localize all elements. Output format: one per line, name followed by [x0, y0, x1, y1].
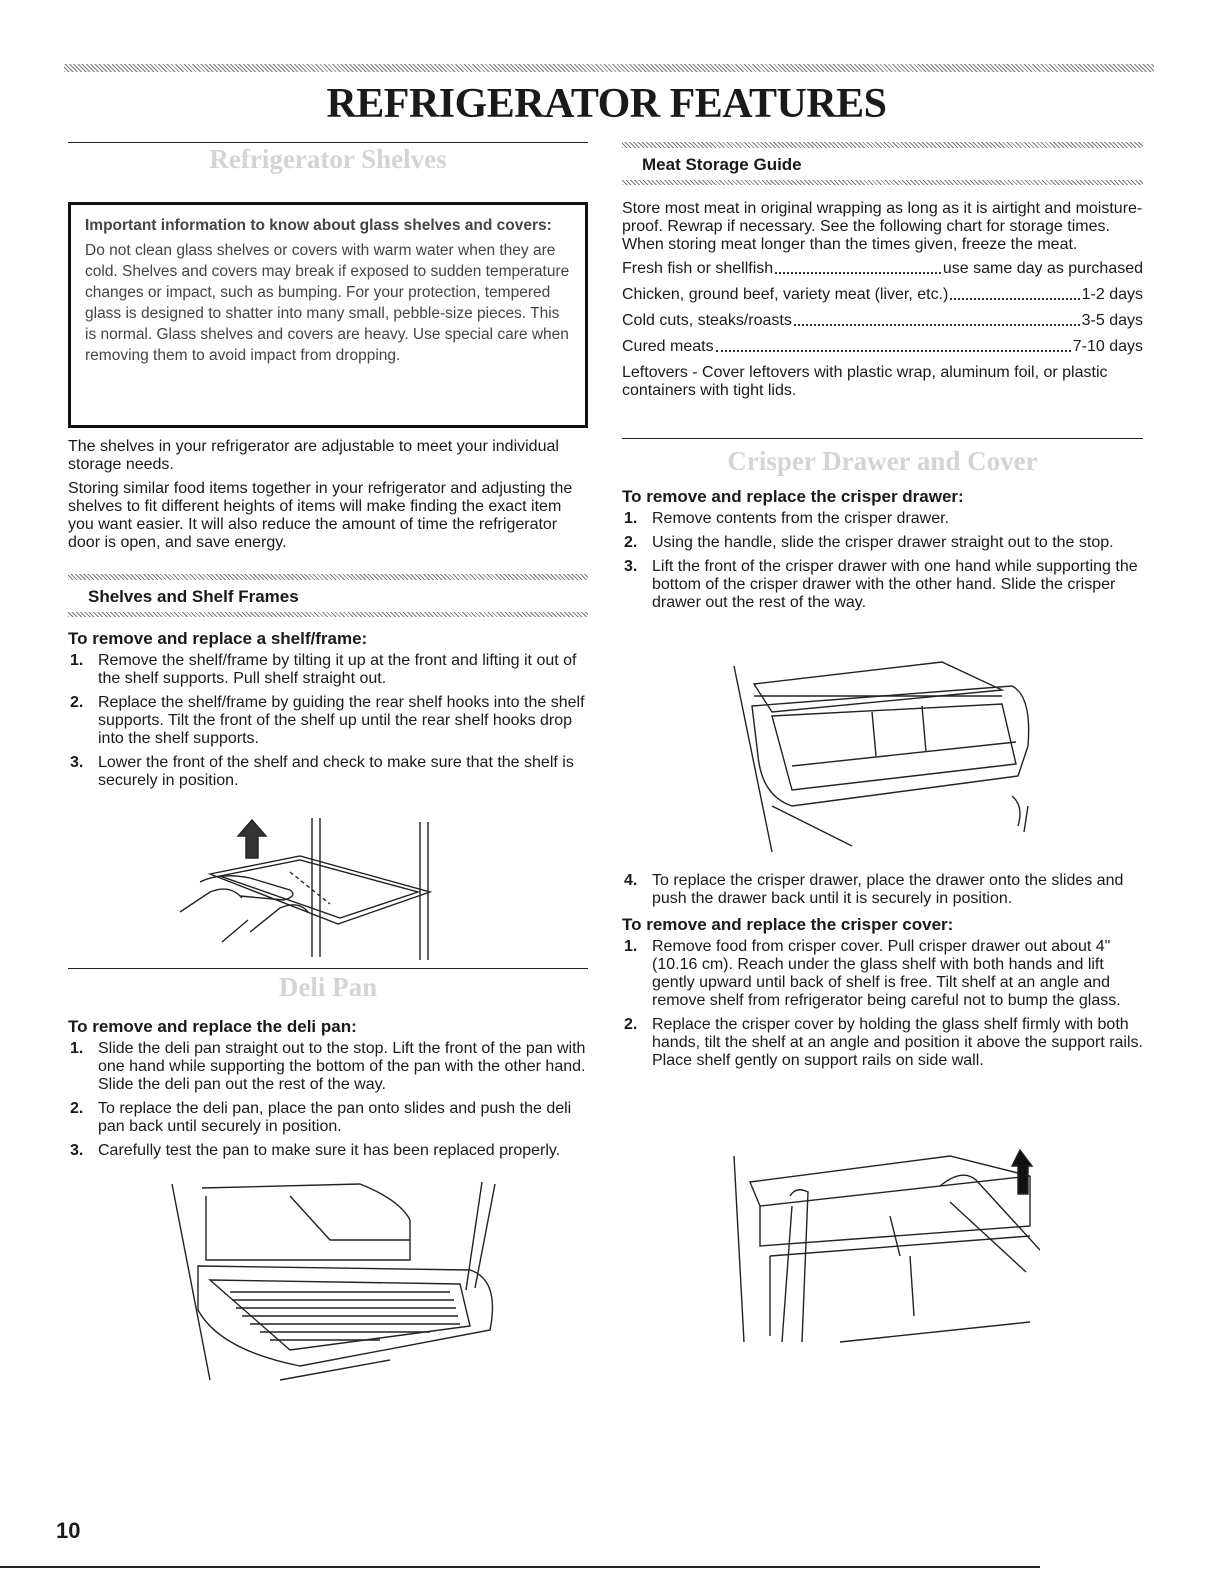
header-hatch-band	[64, 64, 1154, 72]
procedure-step	[68, 754, 588, 790]
subheading: Meat Storage Guide	[642, 155, 802, 174]
step-number: 1.	[70, 1040, 84, 1057]
storage-item: Cured meats	[622, 338, 714, 355]
crisper-cover-procedure	[622, 916, 1143, 1076]
step-number: 3.	[70, 754, 84, 771]
shelves-subheading-wrap	[68, 588, 588, 606]
procedure-steps	[622, 872, 1143, 908]
procedure-title: To remove and replace the crisper cover:	[622, 915, 954, 934]
subheading-hatch-bottom	[68, 612, 588, 617]
step-text: Lift the front of the crisper drawer with one hand while supporting the bottom of the crisper drawer with the other hand. Slide the crisper drawer out the rest of the way.	[652, 558, 1138, 611]
meat-storage-guide	[622, 200, 1143, 406]
step-number: 1.	[624, 938, 638, 955]
step-text: Using the handle, slide the crisper drawer straight out to the stop.	[652, 534, 1114, 551]
step-text: Replace the shelf/frame by guiding the rear shelf hooks into the shelf supports. Tilt the front of the shelf up until the rear shelf hooks drop into the shelf supports.	[98, 694, 585, 747]
dot-leader	[794, 312, 1080, 326]
step-text: Remove the shelf/frame by tilting it up at the front and lifting it out of the shelf supports. Pull shelf straight out.	[98, 652, 577, 687]
page-number: 10	[56, 1518, 81, 1543]
storage-item: Chicken, ground beef, variety meat (liver, etc.)	[622, 286, 949, 303]
crisper-section	[622, 446, 1143, 476]
procedure-title: To remove and replace a shelf/frame:	[68, 629, 368, 648]
step-number: 3.	[624, 558, 638, 575]
subheading-hatch-top	[68, 574, 588, 580]
dot-leader	[775, 260, 941, 274]
section-rule	[68, 968, 588, 969]
crisper-drawer-illustration	[732, 656, 1042, 856]
procedure-step	[622, 938, 1143, 1010]
storage-time: 7-10 days	[1072, 338, 1143, 355]
procedure-title: To remove and replace the deli pan:	[68, 1017, 357, 1036]
shelf-removal-illustration	[180, 812, 450, 962]
deli-procedure	[68, 1018, 588, 1166]
procedure-step	[68, 1100, 588, 1136]
step-text: To replace the deli pan, place the pan onto slides and push the deli pan back until securely in position.	[98, 1100, 572, 1135]
storage-row	[622, 338, 1143, 356]
procedure-steps	[68, 1040, 588, 1160]
meat-subheading-wrap	[622, 156, 1143, 174]
bottom-rule	[0, 1566, 1040, 1568]
storage-row	[622, 260, 1143, 278]
procedure-step	[622, 558, 1143, 612]
refrigerator-shelves-section	[68, 144, 588, 174]
dot-leader	[716, 338, 1071, 352]
procedure-steps	[622, 510, 1143, 612]
step-number: 2.	[70, 694, 84, 711]
subheading-hatch-bottom	[622, 180, 1143, 185]
crisper-drawer-step4	[622, 872, 1143, 914]
procedure-step	[622, 534, 1143, 552]
deli-pan-illustration	[170, 1180, 510, 1390]
procedure-step	[68, 1142, 588, 1160]
shelf-procedure	[68, 630, 588, 796]
step-text: Lower the front of the shelf and check to make sure that the shelf is securely in position.	[98, 754, 574, 789]
procedure-step	[68, 694, 588, 748]
crisper-cover-illustration	[730, 1146, 1040, 1346]
crisper-drawer-procedure	[622, 488, 1143, 618]
step-text: Remove contents from the crisper drawer.	[652, 510, 950, 527]
step-number: 1.	[624, 510, 638, 527]
procedure-step	[622, 510, 1143, 528]
section-title: Deli Pan	[278, 972, 378, 1002]
section-title: Refrigerator Shelves	[209, 144, 447, 174]
shelves-paragraph: The shelves in your refrigerator are adjustable to meet your individual storage needs.	[68, 438, 559, 473]
warning-box	[68, 202, 588, 428]
procedure-step	[622, 872, 1143, 908]
procedure-step	[68, 652, 588, 688]
storage-time: 3-5 days	[1081, 312, 1143, 329]
step-text: Remove food from crisper cover. Pull crisper drawer out about 4" (10.16 cm). Reach under the glass shelf with both hands and lift gently upward until back of shelf is free. Tilt shelf at an angle and remove shelf from refrigerator being careful not to bump the glass.	[652, 938, 1121, 1009]
leftovers-note: Leftovers - Cover leftovers with plastic wrap, aluminum foil, or plastic containers with tight lids.	[622, 364, 1108, 399]
dot-leader	[950, 286, 1079, 300]
subheading-hatch-top	[622, 142, 1143, 148]
step-number: 2.	[624, 1016, 638, 1033]
subheading: Shelves and Shelf Frames	[88, 587, 299, 606]
step-number: 4.	[624, 872, 638, 889]
section-rule	[622, 438, 1143, 439]
section-title: Crisper Drawer and Cover	[727, 446, 1038, 476]
procedure-steps	[622, 938, 1143, 1070]
storage-row	[622, 286, 1143, 304]
page-title: REFRIGERATOR FEATURES	[326, 81, 887, 127]
deli-pan-section	[68, 972, 588, 1002]
step-number: 1.	[70, 652, 84, 669]
step-text: Slide the deli pan straight out to the stop. Lift the front of the pan with one hand while supporting the bottom of the pan with the other hand. Slide the deli pan out the rest of the way.	[98, 1040, 586, 1093]
storage-time: use same day as purchased	[942, 260, 1143, 277]
step-number: 3.	[70, 1142, 84, 1159]
section-rule	[68, 142, 588, 143]
step-number: 2.	[70, 1100, 84, 1117]
shelves-intro	[68, 438, 588, 558]
storage-item: Fresh fish or shellfish	[622, 260, 774, 277]
storage-row	[622, 312, 1143, 330]
procedure-step	[622, 1016, 1143, 1070]
step-number: 2.	[624, 534, 638, 551]
procedure-step	[68, 1040, 588, 1094]
procedure-title: To remove and replace the crisper drawer:	[622, 487, 964, 506]
shelves-paragraph: Storing similar food items together in your refrigerator and adjusting the shelves to fit different heights of items will make finding the exact item you want easier. It will also reduce the amount of time the refrigerator door is open, and save energy.	[68, 480, 573, 551]
step-text: Carefully test the pan to make sure it has been replaced properly.	[98, 1142, 561, 1159]
warning-body: Do not clean glass shelves or covers with warm water when they are cold. Shelves and covers may break if exposed to sudden temperature changes or impact, such as bumping. For your protection, tempered glass is designed to shatter into many small, pebble-size pieces. This is normal. Glass shelves and covers are heavy. Use special care when removing them to avoid impact from dropping.	[85, 242, 570, 364]
meat-intro: Store most meat in original wrapping as long as it is airtight and moisture-proof. Rewrap if necessary. See the following chart for storage times. When storing meat longer than the times given, freeze the meat.	[622, 200, 1143, 253]
storage-time: 1-2 days	[1081, 286, 1143, 303]
procedure-steps	[68, 652, 588, 790]
storage-item: Cold cuts, steaks/roasts	[622, 312, 792, 329]
warning-heading: Important information to know about glass shelves and covers:	[85, 217, 552, 234]
step-text: To replace the crisper drawer, place the drawer onto the slides and push the drawer back until it is securely in position.	[652, 872, 1124, 907]
step-text: Replace the crisper cover by holding the glass shelf firmly with both hands, tilt the shelf at an angle and position it above the support rails. Place shelf gently on support rails on side wall.	[652, 1016, 1143, 1069]
